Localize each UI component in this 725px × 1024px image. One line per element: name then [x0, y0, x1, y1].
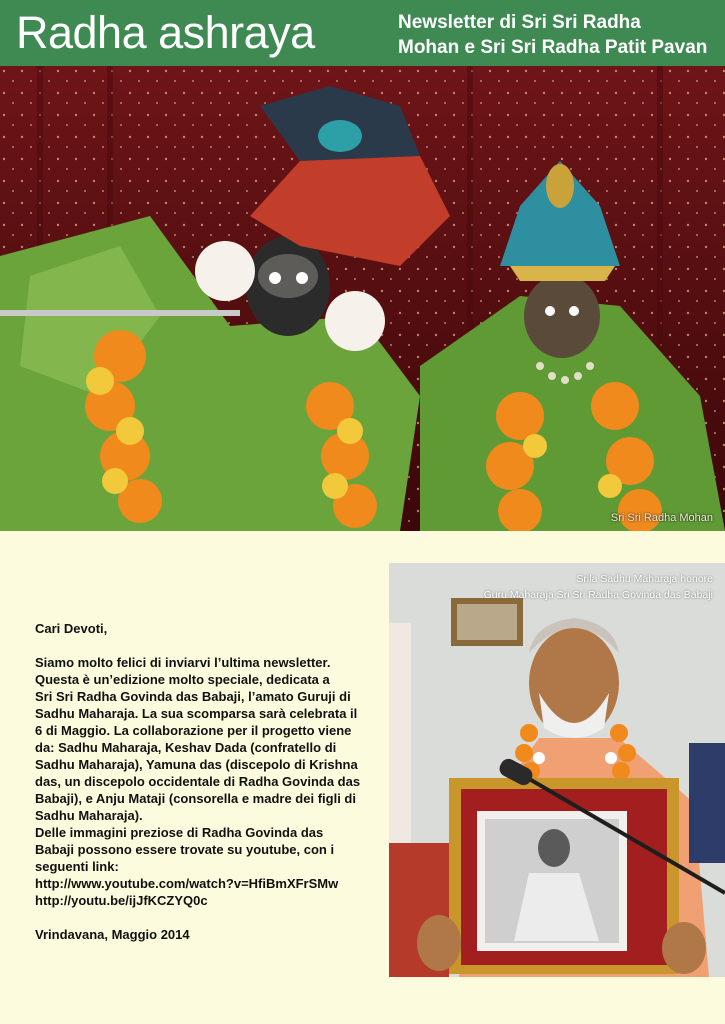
photo-caption: [484, 571, 713, 603]
hero-photo: [0, 66, 725, 531]
letter-body: [35, 620, 380, 943]
letter-line: Delle immagini preziose di Radha Govinda das: [35, 825, 324, 840]
spacer: [35, 637, 380, 654]
hero-caption: Sri Sri Radha Mohan: [610, 512, 713, 524]
letter-line: Sadhu Maharaja), Yamuna das (discepolo di Krishna: [35, 757, 358, 772]
header-banner: [0, 0, 725, 66]
youtube-link-2[interactable]: http://youtu.be/ijJfKCZYQ0c: [35, 893, 208, 908]
letter-line: seguenti link:: [35, 859, 119, 874]
spacer: [35, 909, 380, 926]
newsletter-subtitle: [398, 10, 718, 60]
letter-line: das, un discepolo occidentale di Radha Govinda das: [35, 774, 361, 789]
sadhu-photo: [389, 563, 725, 977]
newsletter-title: Radha ashraya: [16, 7, 315, 58]
letter-line: Questa è un’edizione molto speciale, dedicata a: [35, 672, 330, 687]
deities-photo-icon: [0, 66, 725, 531]
letter-line: Babaji), e Anju Mataji (consorella e madre dei figli di: [35, 791, 356, 806]
subtitle-line-2: Mohan e Sri Sri Radha Patit Pavan: [398, 37, 708, 58]
letter-line: Babaji possono essere trovate su youtube, con i: [35, 842, 335, 857]
letter-signature: Vrindavana, Maggio 2014: [35, 927, 190, 942]
letter-line: Siamo molto felici di inviarvi l’ultima newsletter.: [35, 655, 331, 670]
letter-line: Sri Sri Radha Govinda das Babaji, l’amato Guruji di: [35, 689, 351, 704]
youtube-link-1[interactable]: http://www.youtube.com/watch?v=HfiBmXFrSMw: [35, 876, 339, 891]
sadhu-portrait-photo-icon: [389, 563, 725, 977]
photo-caption-line-1: Srila Sadhu Maharaja honore: [576, 573, 713, 585]
letter-line: Sadhu Maharaja. La sua scomparsa sarà celebrata il: [35, 706, 358, 721]
letter-line: da: Sadhu Maharaja, Keshav Dada (confratello di: [35, 740, 337, 755]
letter-line: Sadhu Maharaja).: [35, 808, 143, 823]
photo-caption-line-2: Guru Maharaja Sri Sri Radha Govinda das Babaji: [483, 589, 713, 601]
subtitle-line-1: Newsletter di Sri Sri Radha: [398, 12, 641, 33]
letter-greeting: Cari Devoti,: [35, 621, 108, 636]
letter-line: 6 di Maggio. La collaborazione per il progetto viene: [35, 723, 352, 738]
